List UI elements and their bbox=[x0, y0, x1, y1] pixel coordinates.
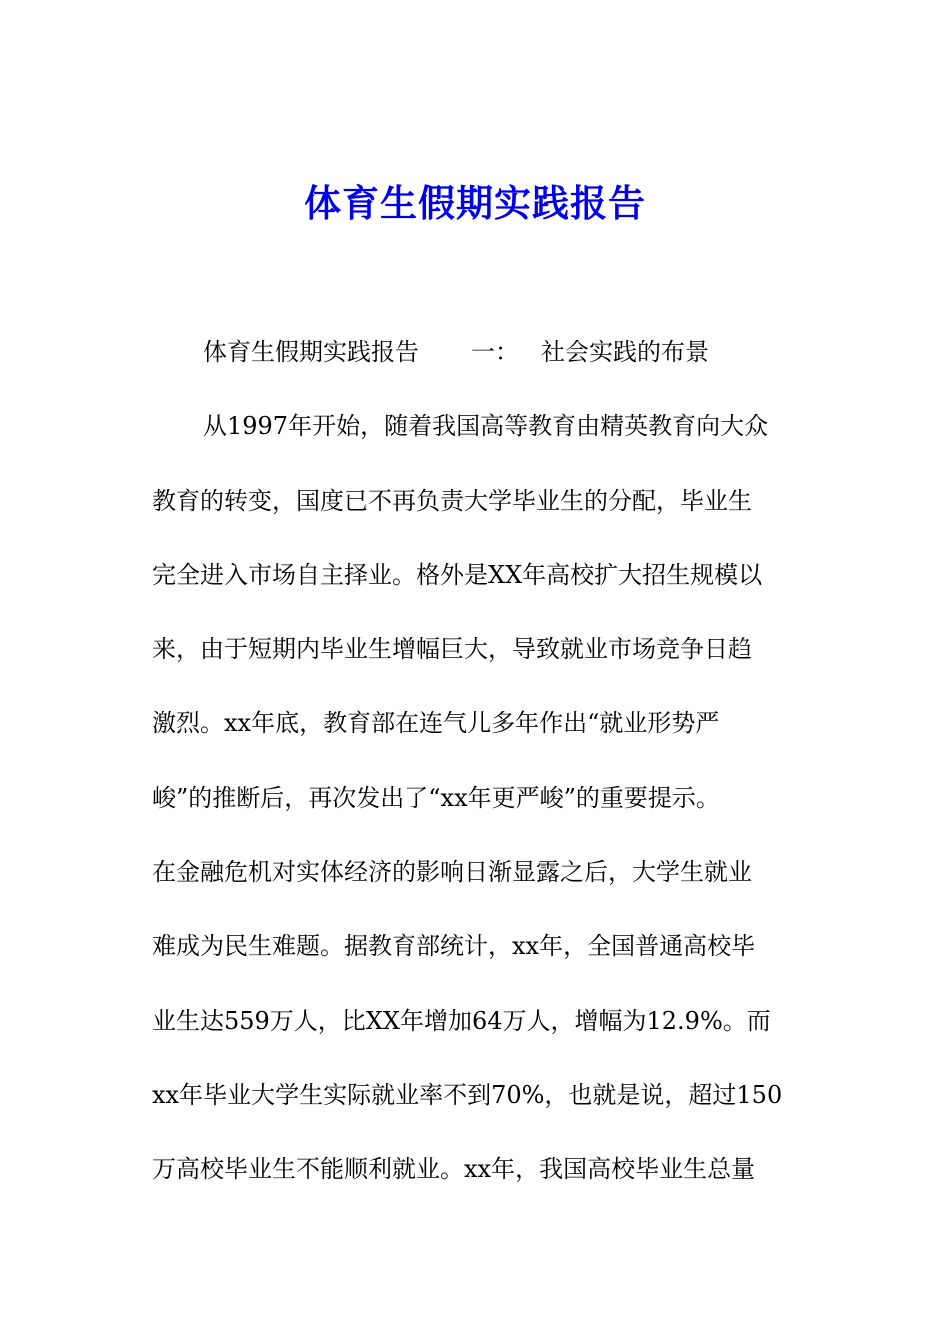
paragraph-line: 教育的转变，国度已不再负责大学毕业生的分配，毕业生 bbox=[152, 486, 752, 515]
paragraph-line: 从1997年开始，随着我国高等教育由精英教育向大众 bbox=[203, 412, 769, 441]
heading-section-title: 社会实践的布景 bbox=[541, 338, 709, 366]
paragraph-line: 激烈。xx年底，教育部在连气儿多年作出“就业形势严 bbox=[152, 709, 720, 738]
paragraph-line: 来，由于短期内毕业生增幅巨大，导致就业市场竞争日趋 bbox=[152, 635, 752, 664]
heading-section-number: 一： bbox=[471, 338, 519, 366]
document-body bbox=[152, 327, 832, 1219]
paragraph-line: 万高校毕业生不能顺利就业。xx年，我国高校毕业生总量 bbox=[152, 1155, 756, 1184]
document-title: 体育生假期实践报告 bbox=[304, 182, 646, 225]
paragraph-line: 难成为民生难题。据教育部统计，xx年，全国普通高校毕 bbox=[152, 932, 756, 961]
heading-report-name: 体育生假期实践报告 bbox=[203, 338, 419, 366]
paragraph-line: 在金融危机对实体经济的影响日渐显露之后，大学生就业 bbox=[152, 858, 752, 887]
paragraph-line: 峻”的推断后，再次发出了“xx年更严峻”的重要提示。 bbox=[152, 783, 720, 812]
paragraph-line: 完全进入市场自主择业。格外是XX年高校扩大招生规模以 bbox=[152, 560, 763, 589]
paragraph-line: 业生达559万人，比XX年增加64万人，增幅为12.9%。而 bbox=[152, 1006, 771, 1035]
section-heading-line bbox=[152, 327, 832, 401]
paragraph-line: xx年毕业大学生实际就业率不到70%，也就是说，超过150 bbox=[152, 1080, 783, 1109]
